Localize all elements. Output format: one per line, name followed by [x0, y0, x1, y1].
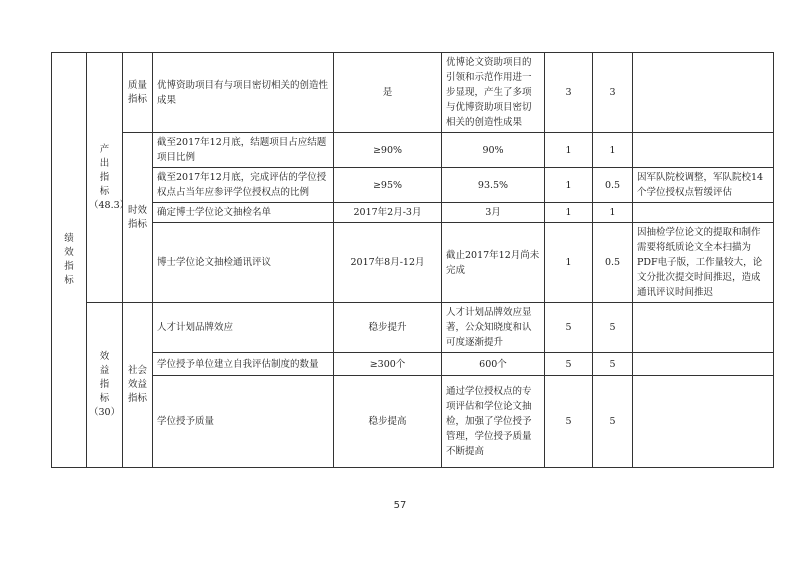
weight-cell: 1: [545, 133, 593, 168]
weight-cell: 5: [545, 376, 593, 468]
indicator-cell: 确定博士学位论文抽检名单: [153, 203, 334, 223]
actual-cell: 截止2017年12月尚未完成: [442, 223, 545, 303]
actual-cell: 人才计划品牌效应显著，公众知晓度和认可度逐渐提升: [442, 303, 545, 353]
actual-cell: 90%: [442, 133, 545, 168]
score-cell: 3: [593, 53, 633, 133]
target-cell: ≥95%: [334, 168, 442, 203]
score-cell: 0.5: [593, 223, 633, 303]
actual-cell: 优博论文资助项目的引领和示范作用进一步显现，产生了多项与优博资助项目密切相关的创造性成果: [442, 53, 545, 133]
page-number: 57: [393, 500, 407, 511]
output-weight: （48.3）: [89, 199, 130, 211]
weight-cell: 3: [545, 53, 593, 133]
table-row: [52, 223, 774, 303]
table-row: [52, 133, 774, 168]
weight-cell: 5: [545, 353, 593, 376]
weight-cell: 1: [545, 168, 593, 203]
target-cell: 2017年2月-3月: [334, 203, 442, 223]
quality-label: 质量指标: [127, 79, 147, 105]
actual-cell: 通过学位授权点的专项评估和学位论文抽检，加强了学位授予管理，学位授予质量不断提高: [442, 376, 545, 468]
output-cell: [87, 53, 130, 303]
timeliness-cell: [123, 133, 153, 303]
weight-cell: 1: [545, 203, 593, 223]
score-cell: 5: [593, 353, 633, 376]
actual-cell: 93.5%: [442, 168, 545, 203]
social-label: 社会效益指标: [127, 365, 147, 404]
target-cell: 是: [334, 53, 442, 133]
target-cell: ≥300个: [334, 353, 442, 376]
effect-label: 效益指标: [99, 351, 110, 404]
indicator-cell: 学位授予单位建立自我评估制度的数量: [153, 353, 334, 376]
effect-cell: [87, 303, 123, 468]
target-cell: 稳步提升: [334, 303, 442, 353]
indicator-cell: 优博资助项目有与项目密切相关的创造性成果: [153, 53, 334, 133]
indicator-cell: 博士学位论文抽检通讯评议: [153, 223, 334, 303]
remark-cell: [633, 376, 774, 468]
actual-cell: 3月: [442, 203, 545, 223]
table-row: [52, 353, 774, 376]
performance-table: [51, 52, 774, 468]
weight-cell: 5: [545, 303, 593, 353]
target-cell: 2017年8月-12月: [334, 223, 442, 303]
effect-weight: （30）: [89, 407, 121, 418]
table-row: [52, 53, 774, 133]
remark-cell: [633, 53, 774, 133]
output-label: 产出指标: [99, 143, 110, 197]
indicator-cell: 学位授予质量: [153, 376, 334, 468]
remark-cell: [633, 133, 774, 168]
target-cell: 稳步提高: [334, 376, 442, 468]
level1-label: 绩效指标: [64, 233, 74, 286]
quality-cell: [123, 53, 153, 133]
remark-cell: [633, 303, 774, 353]
score-cell: 5: [593, 303, 633, 353]
score-cell: 1: [593, 203, 633, 223]
remark-cell: 因军队院校调整，军队院校14个学位授权点暂缓评估: [633, 168, 774, 203]
score-cell: 0.5: [593, 168, 633, 203]
score-cell: 5: [593, 376, 633, 468]
table-row: [52, 168, 774, 203]
actual-cell: 600个: [442, 353, 545, 376]
timeliness-label: 时效指标: [127, 204, 147, 230]
remark-cell: 因抽检学位论文的提取和制作需要将纸质论文全本扫描为PDF电子版，工作量较大，论文分批次提交时间推迟，造成通讯评议时间推迟: [633, 223, 774, 303]
indicator-cell: 截至2017年12月底，结题项目占应结题项目比例: [153, 133, 334, 168]
weight-cell: 1: [545, 223, 593, 303]
indicator-cell: 截至2017年12月底，完成评估的学位授权点占当年应参评学位授权点的比例: [153, 168, 334, 203]
score-cell: 1: [593, 133, 633, 168]
social-cell: [123, 303, 153, 468]
indicator-cell: 人才计划品牌效应: [153, 303, 334, 353]
target-cell: ≥90%: [334, 133, 442, 168]
remark-cell: [633, 353, 774, 376]
remark-cell: [633, 203, 774, 223]
table-row: [52, 303, 774, 353]
table-row: [52, 203, 774, 223]
level1-cell: [52, 53, 87, 468]
table-row: [52, 376, 774, 468]
